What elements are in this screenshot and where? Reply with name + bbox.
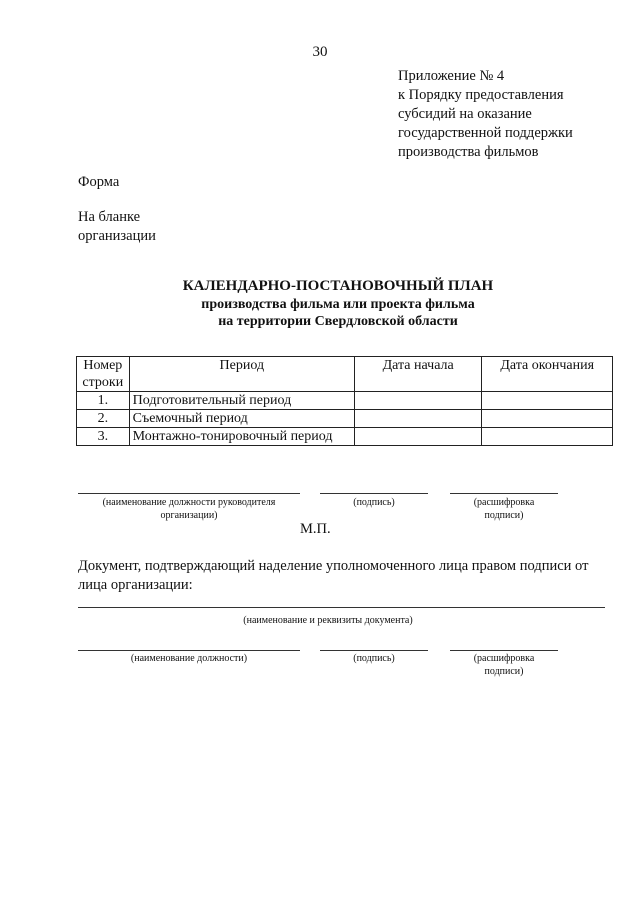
header-end-date: Дата окончания (482, 357, 613, 392)
title-subtitle-2: на территории Свердловской области (218, 314, 458, 329)
row-end-date[interactable] (482, 392, 613, 410)
position-caption-2: (наименование должности) (130, 653, 248, 664)
signature-line[interactable] (320, 493, 428, 494)
row-number: 2. (77, 410, 130, 428)
row-end-date[interactable] (482, 410, 613, 428)
decryption-caption-line1: (расшифровка (473, 497, 535, 508)
appendix-line: государственной поддержки (398, 125, 573, 141)
letterhead-line: организации (78, 228, 156, 244)
row-start-date[interactable] (354, 392, 481, 410)
decryption-caption-2-line1: (расшифровка (473, 653, 535, 664)
form-label: Форма (78, 174, 120, 190)
row-period: Съемочный период (129, 410, 354, 428)
position-signature-line-2[interactable] (78, 650, 300, 651)
header-start-date: Дата начала (354, 357, 481, 392)
header-period: Период (129, 357, 354, 392)
decryption-signature-line[interactable] (450, 493, 558, 494)
appendix-line: производства фильмов (398, 144, 539, 160)
document-details-caption: (наименование и реквизиты документа) (243, 615, 413, 626)
signature-caption-2: (подпись) (353, 653, 395, 664)
page-number: 30 (312, 44, 328, 60)
letterhead-note (78, 208, 156, 246)
header-row-number (77, 357, 130, 392)
row-period: Монтажно-тонировочный период (129, 428, 354, 446)
stamp-place: М.П. (300, 521, 331, 537)
signature-line-2[interactable] (320, 650, 428, 651)
title-main: КАЛЕНДАРНО-ПОСТАНОВОЧНЫЙ ПЛАН (182, 278, 494, 294)
decryption-signature-line-2[interactable] (450, 650, 558, 651)
position-signature-line[interactable] (78, 493, 300, 494)
decryption-caption-2 (450, 652, 558, 678)
letterhead-line: На бланке (78, 209, 141, 225)
title-subtitle-1: производства фильма или проекта фильма (201, 297, 475, 312)
appendix-line: субсидий на оказание (398, 106, 532, 122)
appendix-block (398, 67, 573, 162)
appendix-line: к Порядку предоставления (398, 87, 564, 103)
table-row (77, 410, 613, 428)
document-details-line[interactable] (78, 607, 605, 608)
decryption-caption-line2: подписи) (484, 510, 524, 521)
row-number: 3. (77, 428, 130, 446)
position-caption-line2: организации) (160, 510, 218, 521)
table-row (77, 428, 613, 446)
position-caption (78, 496, 300, 522)
document-title (0, 277, 640, 330)
table-row (77, 392, 613, 410)
row-number: 1. (77, 392, 130, 410)
row-start-date[interactable] (354, 410, 481, 428)
header-row-number-line1: Номер (83, 358, 123, 373)
row-start-date[interactable] (354, 428, 481, 446)
row-period: Подготовительный период (129, 392, 354, 410)
authorization-document-text: Документ, подтверждающий наделение уполномоченного лица правом подписи от лица организации: (78, 558, 589, 593)
row-end-date[interactable] (482, 428, 613, 446)
position-caption-line1: (наименование должности руководителя (102, 497, 276, 508)
decryption-caption (450, 496, 558, 522)
signature-caption: (подпись) (353, 497, 395, 508)
header-row-number-line2: строки (82, 375, 124, 390)
decryption-caption-2-line2: подписи) (484, 666, 524, 677)
appendix-line: Приложение № 4 (398, 68, 505, 84)
schedule-table (76, 356, 613, 446)
table-header-row (77, 357, 613, 392)
